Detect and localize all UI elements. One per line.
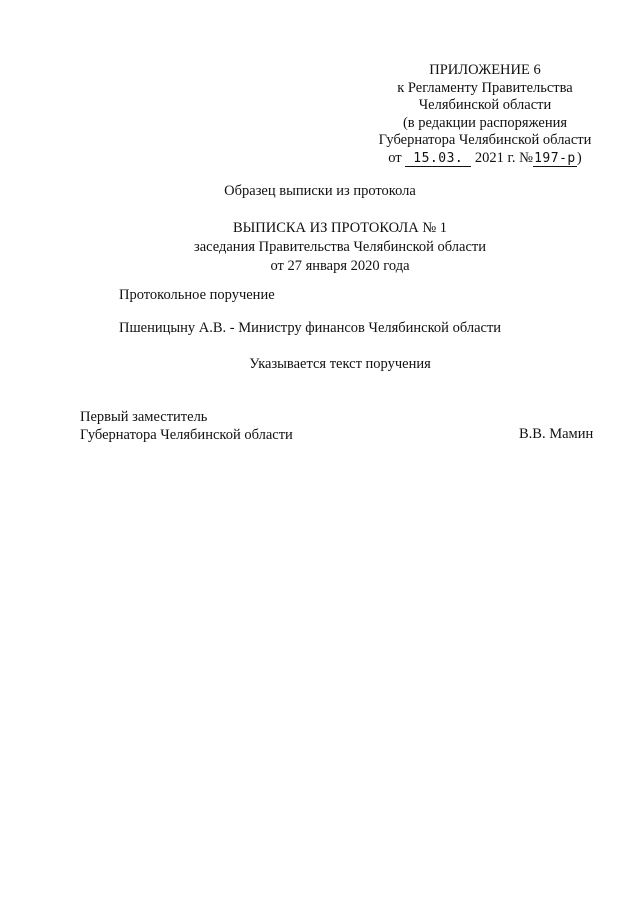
- appendix-date-suffix: 2021 г. №: [474, 149, 533, 166]
- extract-date: от 27 января 2020 года: [270, 258, 410, 274]
- sample-title: Образец выписки из протокола: [224, 183, 416, 199]
- appendix-date-prefix: от: [388, 149, 402, 166]
- extract-subtitle: заседания Правительства Челябинской области: [193, 239, 487, 255]
- extract-title: ВЫПИСКА ИЗ ПРОТОКОЛА № 1: [232, 220, 448, 236]
- addressee: Пшеницыну А.В. - Министру финансов Челябинской области: [119, 320, 502, 336]
- appendix-line-4: Губернатора Челябинской области: [378, 132, 592, 149]
- signer-name: В.В. Мамин: [519, 426, 594, 442]
- appendix-line-1: к Регламенту Правительства: [397, 79, 573, 96]
- order-text: Указывается текст поручения: [249, 356, 431, 372]
- appendix-line-2: Челябинской области: [418, 97, 552, 114]
- appendix-title: ПРИЛОЖЕНИЕ 6: [429, 62, 541, 78]
- appendix-header: [360, 62, 610, 168]
- signature-block: [80, 408, 293, 444]
- appendix-line-3: (в редакции распоряжения: [402, 114, 568, 131]
- appendix-closing-paren: ): [576, 149, 582, 166]
- order-label: Протокольное поручение: [119, 287, 275, 303]
- extract-heading: [0, 219, 640, 276]
- signer-position-line-1: Первый заместитель: [80, 409, 208, 425]
- signer-position-line-2: Губернатора Челябинской области: [80, 427, 293, 443]
- handwritten-number: 197-р: [534, 150, 576, 166]
- appendix-date-line: [360, 150, 610, 168]
- handwritten-date: 15.03.: [405, 152, 471, 167]
